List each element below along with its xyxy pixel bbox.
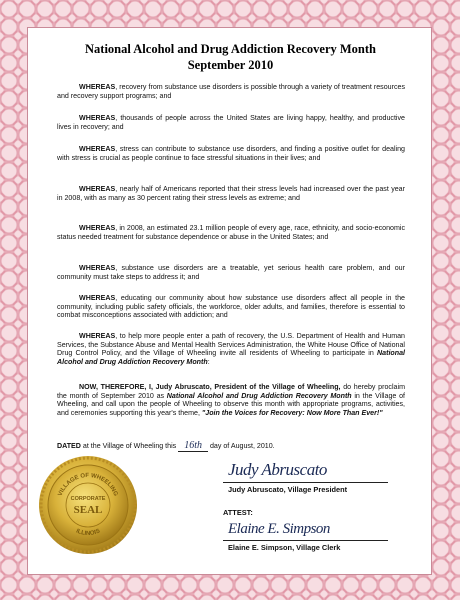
whereas-label: WHEREAS [79, 294, 116, 302]
whereas-paragraph-4 [57, 185, 405, 202]
whereas-label: WHEREAS [79, 114, 116, 122]
whereas-paragraph-2 [57, 114, 405, 131]
whereas-label: WHEREAS [79, 145, 116, 153]
recovery-month-emphasis: National Alcohol and Drug Addiction Recovery Month [166, 391, 352, 400]
dated-line [57, 442, 405, 451]
president-signature-line [223, 482, 388, 483]
seal-word: SEAL [73, 504, 103, 516]
seal-top-text: VILLAGE OF WHEELING [57, 472, 119, 498]
whereas-paragraph-1 [57, 83, 405, 100]
now-therefore-clause: NOW, THEREFORE, I, Judy Abruscato, President of the Village of Wheeling, [79, 383, 341, 391]
whereas-label: WHEREAS [79, 332, 116, 340]
paragraph-text: do hereby proclaim the month of September 2010 as [57, 383, 405, 400]
whereas-label: WHEREAS [79, 83, 116, 91]
whereas-paragraph-5 [57, 224, 405, 241]
paragraph-text: , in 2008, an estimated 23.1 million people of every age, race, ethnicity, and socio-economic status needed treatment for substance dependence or abuse in the United States; and [57, 224, 405, 241]
clerk-signature-line [223, 540, 388, 541]
whereas-paragraph-7 [57, 294, 405, 320]
whereas-label: WHEREAS [79, 185, 116, 193]
whereas-label: WHEREAS [79, 224, 116, 232]
seal-bottom-text: ILLINOIS [74, 528, 102, 538]
clerk-name-label: Elaine E. Simpson, Village Clerk [228, 543, 341, 552]
paragraph-text: , nearly half of Americans reported that their stress levels had increased over the past year in 2008, with as many as 30 percent rating their stress levels as extreme; and [57, 185, 405, 202]
paragraph-text: , recovery from substance use disorders is possible through a variety of treatment resources and recovery support programs; and [57, 83, 405, 100]
paragraph-text: , educating our community about how substance use disorders affect all people in the community, including public safety officials, the workforce, older adults, and families, therefore is essential to combat misconceptions associated with addiction; and [57, 294, 405, 320]
dated-text: at the Village of Wheeling this [80, 442, 179, 450]
recovery-month-emphasis: National Alcohol and Drug Addiction Recovery Month [57, 349, 405, 366]
proclamation-paragraph [57, 383, 405, 417]
seal-corporate-text: CORPORATE [70, 496, 106, 502]
attest-label: ATTEST: [223, 508, 253, 517]
paragraph-text: , stress can contribute to substance use disorders, and finding a positive outlet for dealing with stress is crucial as people continue to face stressful situations in their lives; and [57, 145, 405, 162]
paragraph-text: in the Village of Wheeling, and call upon the people of Wheeling to observe this month with appropriate programs, activities, and ceremonies supporting this year's theme, [57, 391, 405, 417]
whereas-paragraph-8 [57, 332, 405, 366]
dated-text-end: day of August, 2010. [207, 442, 275, 450]
clerk-signature: Elaine E. Simpson [228, 521, 330, 537]
president-signature: Judy Abruscato [228, 460, 327, 479]
title-line-2: September 2010 [187, 58, 274, 72]
president-name-label: Judy Abruscato, Village President [228, 485, 348, 494]
whereas-label: WHEREAS [79, 264, 116, 272]
paragraph-text: , to help more people enter a path of recovery, the U.S. Department of Health and Human Services, the Substance Abuse and Mental Health Services Administration, the White House Office of National Drug Control Policy, and the Village of Wheeling invite all residents of Wheeling to participate in [57, 332, 405, 358]
handwritten-day: 16th [178, 440, 208, 452]
title-line-1: National Alcohol and Drug Addiction Recovery Month [85, 42, 376, 56]
paragraph-text: , thousands of people across the United States are living happy, healthy, and productive lives in recovery; and [57, 114, 405, 131]
paragraph-text: , substance use disorders are a treatable, yet serious health care problem, and our community must take steps to address it; and [57, 264, 405, 281]
theme-quote: "Join the Voices for Recovery: Now More Than Ever!" [201, 408, 383, 417]
paragraph-end: : [207, 357, 210, 366]
whereas-paragraph-6 [57, 264, 405, 281]
corporate-seal [38, 455, 138, 555]
dated-label: DATED [57, 442, 81, 450]
whereas-paragraph-3 [57, 145, 405, 162]
